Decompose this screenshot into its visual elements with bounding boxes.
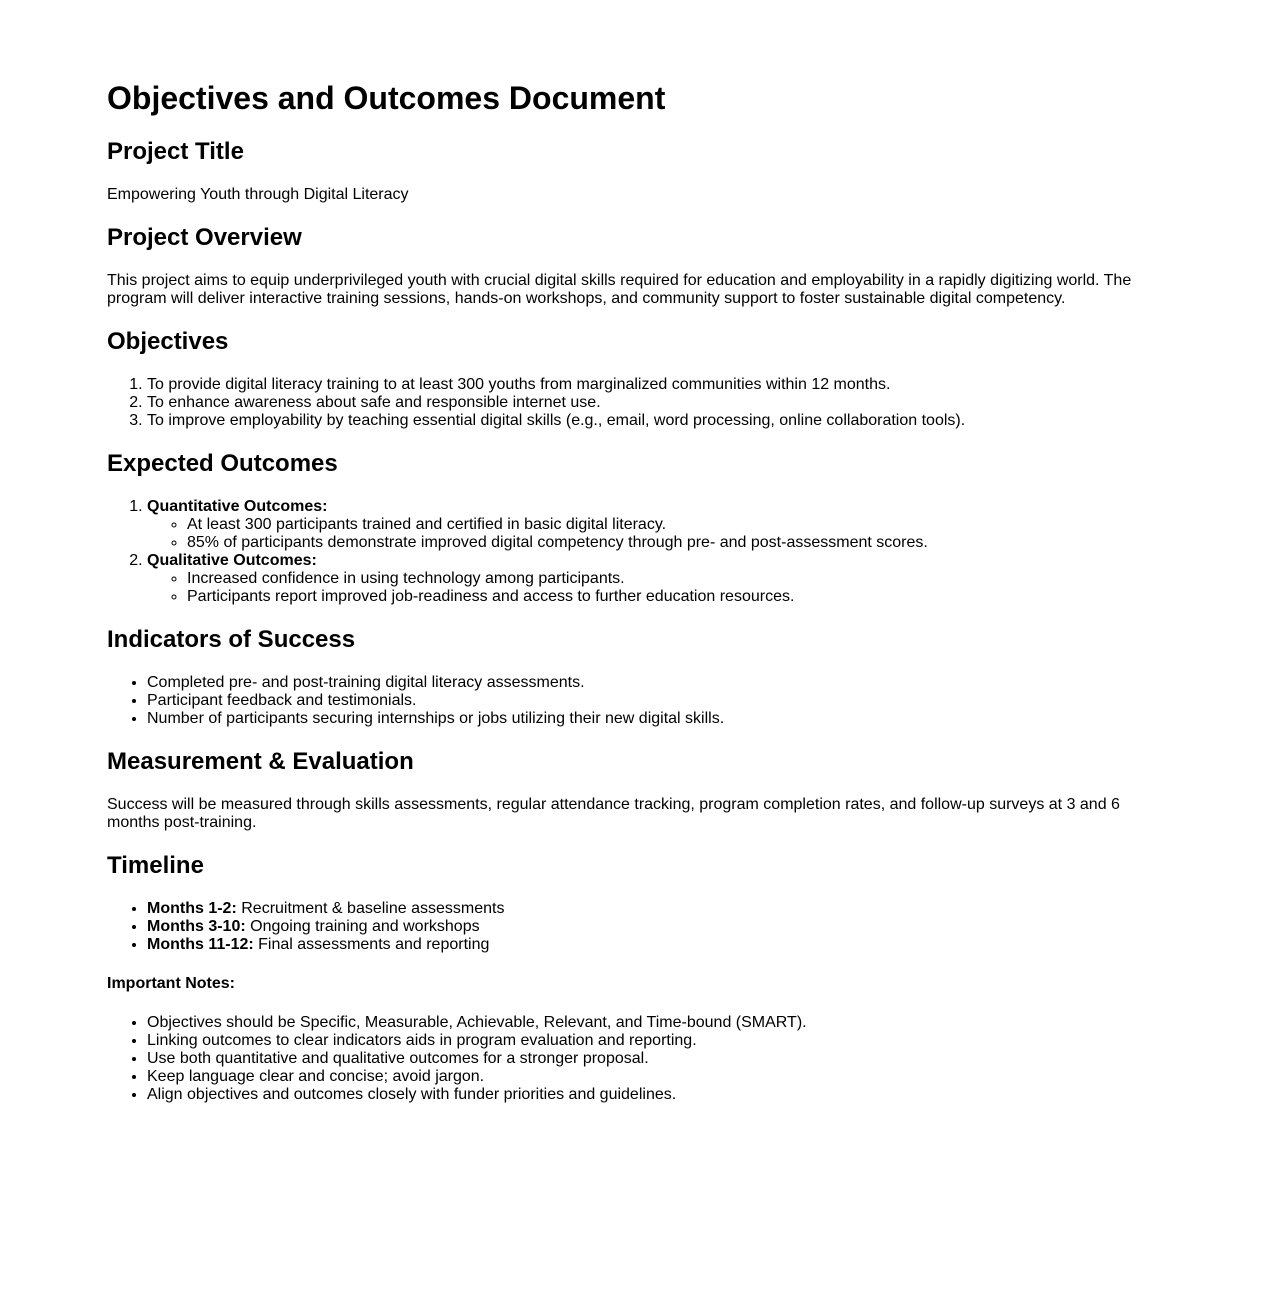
- note-item: • Align objectives and outcomes closely with funder priorities and guidelines.: [147, 1086, 1147, 1104]
- outcome-item: ◦ Participants report improved job-readiness and access to further education resources.: [187, 588, 1147, 606]
- outcome-group-qualitative: [147, 552, 1147, 606]
- section-important-notes: [107, 975, 1147, 1104]
- note-item: • Use both quantitative and qualitative outcomes for a stronger proposal.: [147, 1050, 1147, 1068]
- outcome-item: ◦ 85% of participants demonstrate improved digital competency through pre- and post-assessment scores.: [187, 534, 1147, 552]
- objectives-heading: Objectives: [107, 328, 229, 355]
- outcome-group-label: Qualitative Outcomes:: [147, 552, 317, 569]
- indicator-item: • Number of participants securing internships or jobs utilizing their new digital skills.: [147, 710, 1147, 728]
- section-objectives: [107, 328, 1147, 430]
- expected-outcomes-heading: Expected Outcomes: [107, 450, 338, 477]
- indicators-list: [107, 674, 1147, 728]
- note-item: • Linking outcomes to clear indicators aids in program evaluation and reporting.: [147, 1032, 1147, 1050]
- section-expected-outcomes: [107, 450, 1147, 606]
- timeline-item-label: Months 1-2:: [147, 900, 237, 917]
- project-overview-text: This project aims to equip underprivileged youth with crucial digital skills required for education and employability in a rapidly digitizing world. The program will deliver interactive training sessions, hands-on workshops, and community support to foster sustainable digital competency.: [107, 272, 1132, 307]
- timeline-item: [147, 918, 1147, 936]
- document-content: [107, 80, 1147, 1104]
- section-timeline: [107, 852, 1147, 954]
- timeline-item: [147, 936, 1147, 954]
- outcome-group-label: Quantitative Outcomes:: [147, 498, 328, 515]
- timeline-item-label: Months 3-10:: [147, 918, 246, 935]
- outcome-item: ◦ Increased confidence in using technology among participants.: [187, 570, 1147, 588]
- important-notes-heading: Important Notes:: [107, 975, 235, 992]
- objective-item: 2. To enhance awareness about safe and responsible internet use.: [147, 394, 1147, 412]
- measurement-text: Success will be measured through skills assessments, regular attendance tracking, program completion rates, and follow-up surveys at 3 and 6 months post-training.: [107, 796, 1120, 831]
- qualitative-outcomes-sublist: [147, 570, 1147, 606]
- timeline-item-text: Ongoing training and workshops: [250, 918, 480, 935]
- timeline-list: [107, 900, 1147, 954]
- expected-outcomes-list: [107, 498, 1147, 606]
- timeline-item-text: Recruitment & baseline assessments: [241, 900, 505, 917]
- note-item: • Objectives should be Specific, Measurable, Achievable, Relevant, and Time-bound (SMART).: [147, 1014, 1147, 1032]
- project-title-heading: Project Title: [107, 138, 244, 165]
- measurement-heading: Measurement & Evaluation: [107, 748, 414, 775]
- important-notes-list: [107, 1014, 1147, 1104]
- project-overview-heading: Project Overview: [107, 224, 302, 251]
- objective-item: 1. To provide digital literacy training to at least 300 youths from marginalized communities within 12 months.: [147, 376, 1147, 394]
- quantitative-outcomes-sublist: [147, 516, 1147, 552]
- indicators-heading: Indicators of Success: [107, 626, 356, 653]
- timeline-item-text: Final assessments and reporting: [258, 936, 490, 953]
- section-indicators: [107, 626, 1147, 728]
- document-title: Objectives and Outcomes Document: [107, 80, 666, 116]
- indicator-item: • Participant feedback and testimonials.: [147, 692, 1147, 710]
- section-measurement: [107, 748, 1147, 832]
- objective-item: 3. To improve employability by teaching essential digital skills (e.g., email, word processing, online collaboration tools).: [147, 412, 1147, 430]
- objectives-list: [107, 376, 1147, 430]
- section-project-overview: [107, 224, 1147, 308]
- timeline-item: [147, 900, 1147, 918]
- project-title-value: Empowering Youth through Digital Literacy: [107, 186, 409, 203]
- section-project-title: [107, 138, 1147, 204]
- timeline-item-label: Months 11-12:: [147, 936, 254, 953]
- outcome-item: ◦ At least 300 participants trained and certified in basic digital literacy.: [187, 516, 1147, 534]
- indicator-item: • Completed pre- and post-training digital literacy assessments.: [147, 674, 1147, 692]
- outcome-group-quantitative: [147, 498, 1147, 552]
- note-item: • Keep language clear and concise; avoid jargon.: [147, 1068, 1147, 1086]
- timeline-heading: Timeline: [107, 852, 204, 879]
